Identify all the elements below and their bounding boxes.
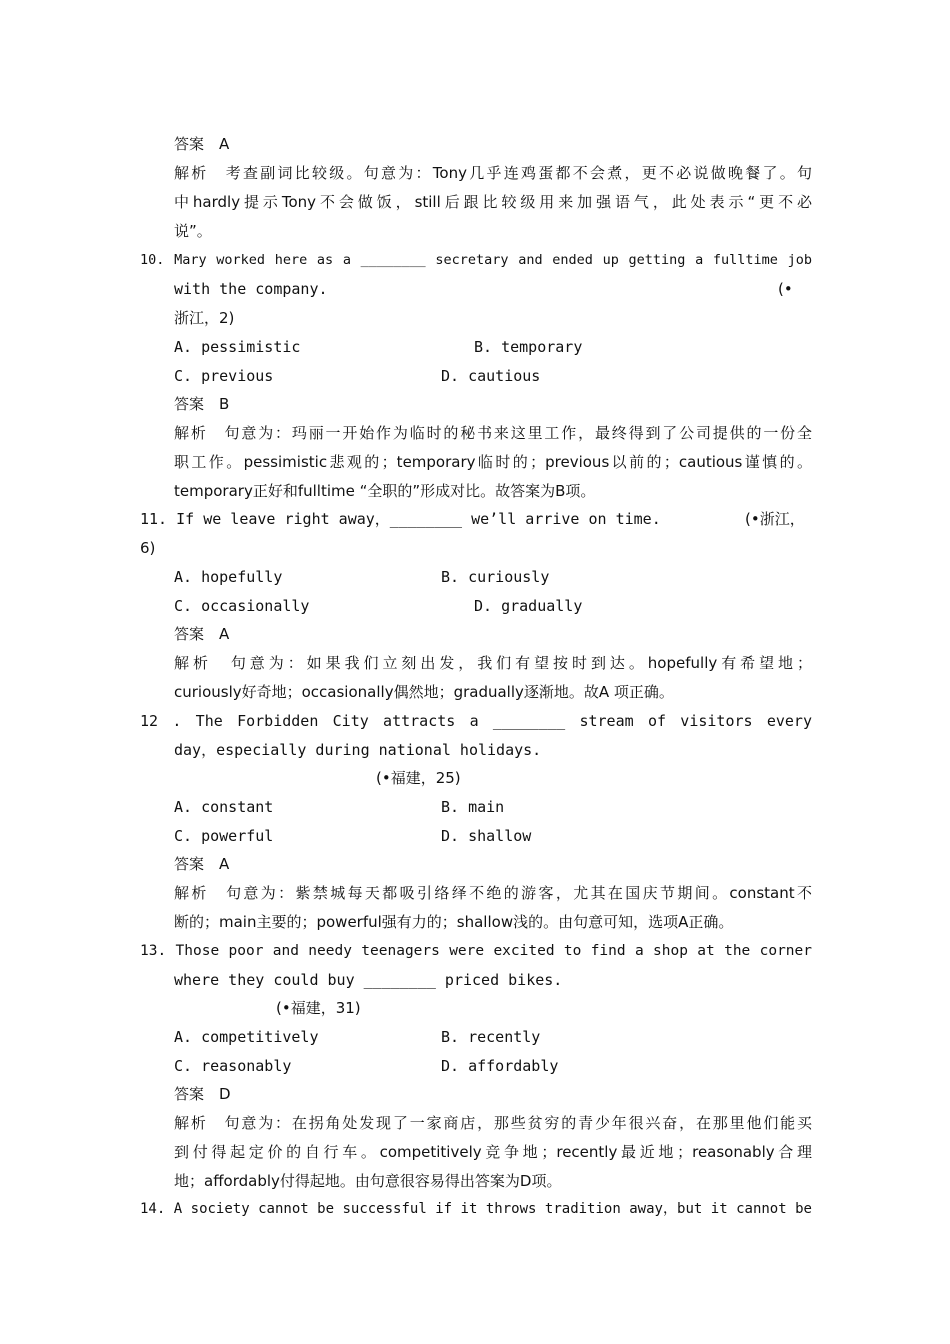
q9-answer: 答案 A [174, 135, 230, 153]
q12-answer: 答案 A [174, 855, 230, 873]
q12-analysis-line: 断的；main主要的；powerful强有力的；shallow浅的。由句意可知，选项A正确。 [174, 913, 734, 931]
q10-option-a: A. pessimistic [174, 338, 301, 356]
q11-option-a: A. hopefully [174, 568, 283, 586]
q9-analysis-line: 中hardly提示Tony不会做饭，still后跟比较级用来加强语气，此处表示“更不必 [174, 193, 812, 211]
q11-option-c: C. occasionally [174, 597, 310, 615]
q13-analysis-line: 解析 句意为：在拐角处发现了一家商店，那些贫穷的青少年很兴奋，在那里他们能买 [174, 1114, 812, 1132]
q13-option-d: D. affordably [441, 1057, 559, 1075]
q12-stem-line: 12 . The Forbidden City attracts a ________ stream of visitors every [140, 712, 812, 730]
q10-stem-line: with the company. [174, 280, 328, 298]
q12-option-a: A. constant [174, 798, 274, 816]
q11-analysis-line: curiously好奇地；occasionally偶然地；gradually逐渐地。故A 项正确。 [174, 683, 674, 701]
q10-source: (• [778, 280, 793, 298]
q13-analysis-line: 到付得起定价的自行车。competitively竞争地；recently最近地；reasonably合理 [174, 1143, 812, 1161]
q11-stem-line: 11. If we leave right away，________ we’ll arrive on time. [140, 510, 661, 528]
q10-stem-line: 10. Mary worked here as a ________ secretary and ended up getting a fulltime job [140, 252, 812, 268]
q11-option-b: B. curiously [441, 568, 550, 586]
q12-stem-line: day，especially during national holidays. [174, 741, 542, 759]
q13-stem-line: where they could buy ________ priced bikes. [174, 971, 563, 989]
q9-analysis-line: 说”。 [174, 222, 212, 240]
q10-option-c: C. previous [174, 367, 274, 385]
q14-stem-line: 14. A society cannot be successful if it throws tradition away，but it cannot be [140, 1201, 812, 1217]
q13-answer: 答案 D [174, 1085, 231, 1103]
q10-option-b: B. temporary [474, 338, 583, 356]
q13-option-c: C. reasonably [174, 1057, 292, 1075]
q13-stem-line: 13. Those poor and needy teenagers were excited to find a shop at the corner [140, 943, 812, 959]
q12-source: (•福建，25) [376, 769, 461, 787]
q11-source: 6) [140, 539, 156, 557]
q13-analysis-line: 地；affordably付得起地。由句意很容易得出答案为D项。 [174, 1172, 562, 1190]
q11-source: (•浙江， [745, 510, 805, 528]
q10-option-d: D. cautious [441, 367, 541, 385]
q11-analysis-line: 解析 句意为：如果我们立刻出发，我们有望按时到达。hopefully有希望地； [174, 654, 812, 672]
q10-answer: 答案 B [174, 395, 230, 413]
q12-option-c: C. powerful [174, 827, 274, 845]
q12-analysis-line: 解析 句意为：紫禁城每天都吸引络绎不绝的游客，尤其在国庆节期间。constant不 [174, 884, 812, 902]
q10-analysis-line: 解析 句意为：玛丽一开始作为临时的秘书来这里工作，最终得到了公司提供的一份全 [174, 424, 812, 442]
q12-option-b: B. main [441, 798, 505, 816]
q12-option-d: D. shallow [441, 827, 532, 845]
q13-source: (•福建，31) [276, 999, 361, 1017]
q11-answer: 答案 A [174, 625, 230, 643]
q10-analysis-line: 职工作。pessimistic悲观的；temporary临时的；previous以前的；cautious谨慎的。 [174, 453, 812, 471]
q13-option-b: B. recently [441, 1028, 541, 1046]
q10-analysis-line: temporary正好和fulltime “全职的”形成对比。故答案为B项。 [174, 482, 596, 500]
q10-source: 浙江，2) [174, 309, 235, 327]
q13-option-a: A. competitively [174, 1028, 319, 1046]
q9-analysis-line: 解析 考查副词比较级。句意为：Tony几乎连鸡蛋都不会煮，更不必说做晚餐了。句 [174, 164, 812, 182]
q11-option-d: D. gradually [474, 597, 583, 615]
